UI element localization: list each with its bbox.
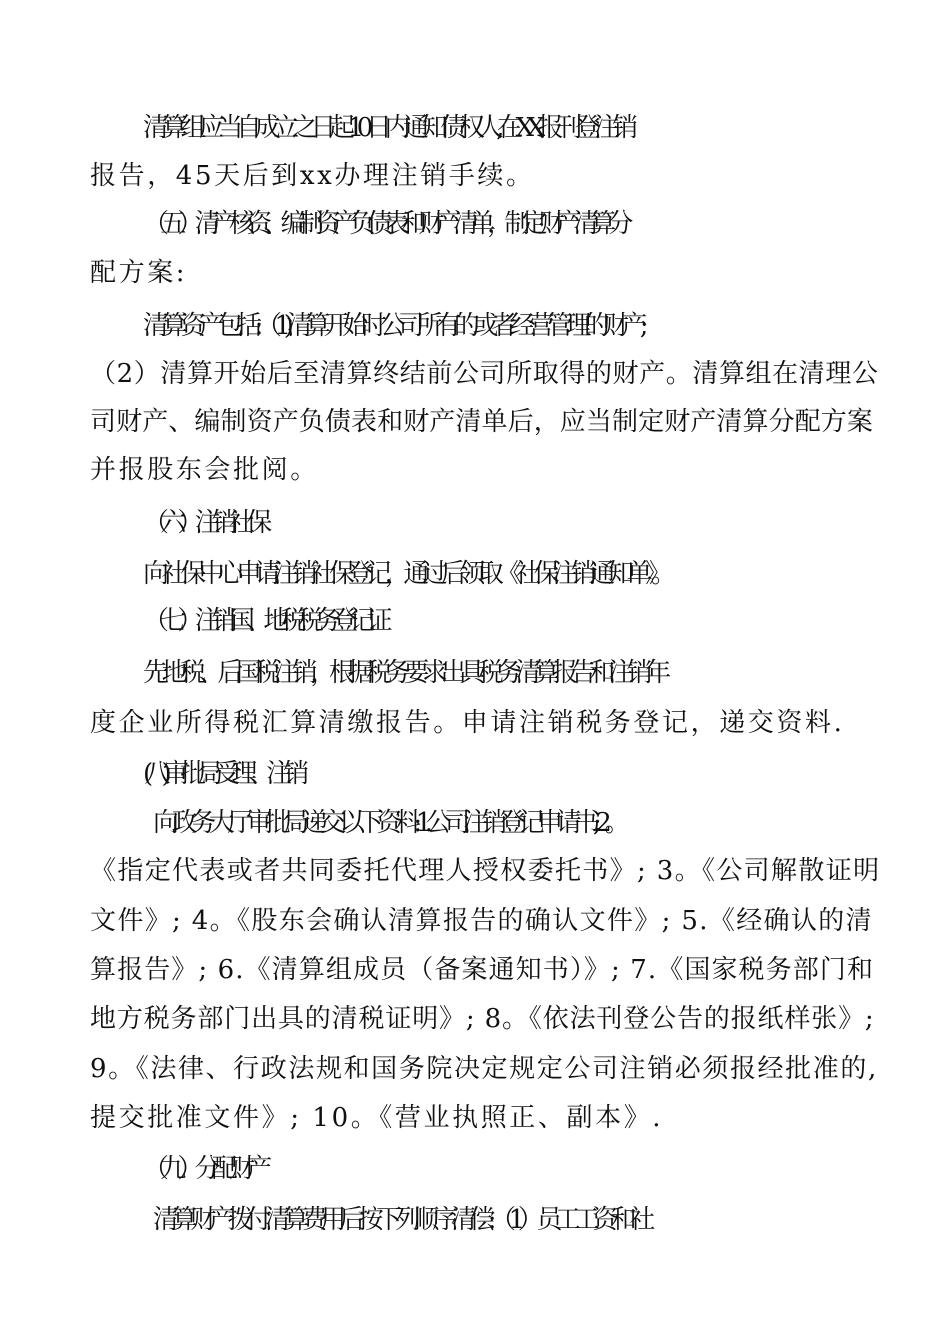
paragraph-line: 并报股东会批阅。: [90, 455, 319, 485]
section-heading-6: （六）注销社保: [143, 508, 264, 538]
section-heading-8: (八)审批局受理、注销: [143, 759, 301, 789]
paragraph-line: 提交批准文件》; 10。《营业执照正、副本》.: [90, 1103, 664, 1133]
paragraph-line: 文件》; 4。《股东会确认清算报告的确认文件》; 5.《经确认的清: [90, 906, 873, 936]
paragraph-line: （2）清算开始后至清算终结前公司所取得的财产。清算组在清理公: [90, 359, 879, 389]
paragraph-line: 算报告》; 6.《清算组成员（备案通知书）》; 7.《国家税务部门和: [90, 955, 875, 985]
paragraph-line: 地方税务部门出具的清税证明》; 8。《依法刊登公告的报纸样张》;: [90, 1004, 875, 1034]
section-heading-5: （五）清产核资、编制资产负债表和财产清单，制定财产清算分: [143, 209, 625, 239]
paragraph-line: 先地税、后国税注销，根据税务要求出具税务清算报告和注销年: [143, 658, 664, 688]
paragraph-line: 司财产、编制资产负债表和财产清单后，应当制定财产清算分配方案: [90, 407, 874, 437]
paragraph-line: 向社保中心申请注销社保登记，通过后领取《社保注销通知单》。: [143, 559, 670, 589]
paragraph-line: 度企业所得税汇算清缴报告。申请注销税务登记，递交资料.: [90, 708, 845, 738]
paragraph-line: 向政务大厅审批局递交以下资料: 1.公司注销登记申请书; 2。: [153, 808, 623, 838]
paragraph-line: 报告，45天后到xx办理注销手续。: [90, 161, 535, 191]
paragraph-line: 配方案:: [90, 258, 188, 288]
paragraph-line: 清算组应当自成立之日起10日内通知债权人,在XX报刊登注销: [143, 113, 631, 143]
paragraph-line: 清算财产拨付清算费用后按下列顺序清偿: （1）员工工资和社: [153, 1205, 648, 1235]
section-heading-7: （七）注销国、地税税务登记证: [143, 606, 384, 636]
paragraph-line: 《指定代表或者共同委托代理人授权委托书》; 3。《公司解散证明: [90, 856, 881, 886]
section-heading-9: （九）分配财产: [143, 1154, 264, 1184]
paragraph-line: 9。《法律、行政法规和国务院决定规定公司注销必须报经批准的,: [90, 1054, 878, 1084]
paragraph-line: 清算资产包括:（1)清算开始时公司所有的或者经营管理的财产;: [143, 311, 642, 341]
